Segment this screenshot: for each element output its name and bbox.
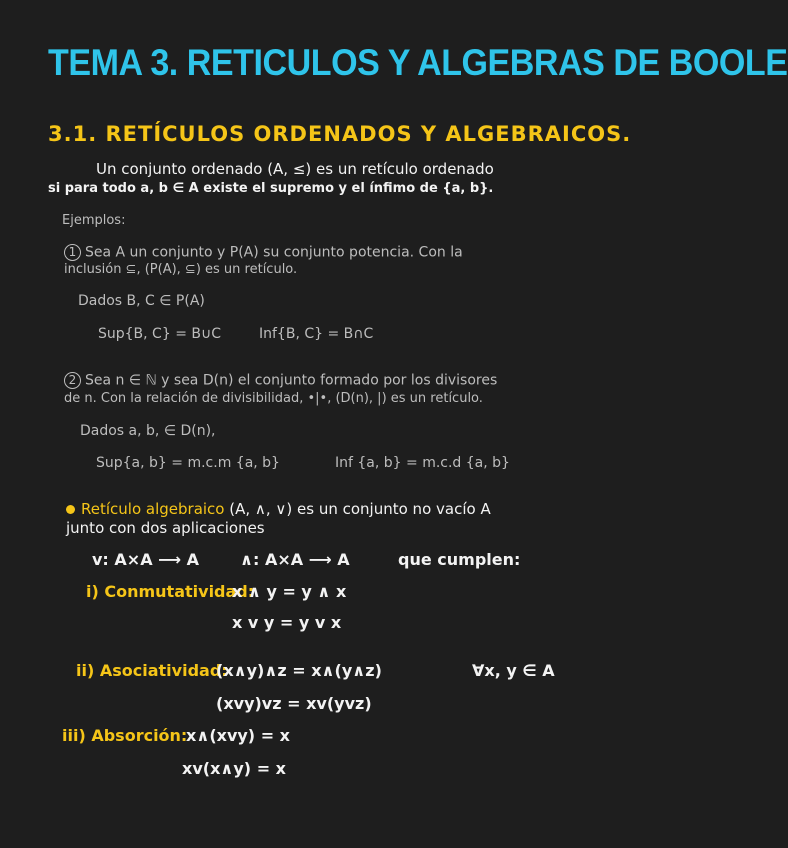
algebraic-def-rest: (A, ∧, ∨) es un conjunto no vacío A xyxy=(229,500,491,518)
map-meet: ∧: A×A ⟶ A xyxy=(240,550,350,569)
example-2-given: Dados a, b, ∈ D(n), xyxy=(80,423,216,439)
example-1-text: Sea A un conjunto y P(A) su conjunto potencia. Con la xyxy=(85,244,463,261)
property-3-eq-2: xv(x∧y) = x xyxy=(182,759,286,778)
example-1-line-1 xyxy=(64,244,463,261)
intro-line-1: Un conjunto ordenado (A, ≤) es un retículo ordenado xyxy=(96,160,494,178)
example-1-line-2: inclusión ⊆, (P(A), ⊆) es un retículo. xyxy=(64,262,298,277)
example-2-inf: Inf {a, b} = m.c.d {a, b} xyxy=(335,455,510,471)
example-1-number: 1 xyxy=(64,244,81,261)
algebraic-definition-line-1 xyxy=(81,500,491,518)
map-join: v: A×A ⟶ A xyxy=(92,550,200,569)
property-3-label: iii) Absorción: xyxy=(62,726,188,745)
satisfy-text: que cumplen: xyxy=(398,550,521,569)
intro-line-2: si para todo a, b ∈ A existe el supremo y el ínfimo de {a, b}. xyxy=(48,181,494,196)
example-1-given: Dados B, C ∈ P(A) xyxy=(78,293,205,309)
property-2-eq-1: (x∧y)∧z = x∧(y∧z) xyxy=(216,661,382,680)
example-1-inf: Inf{B, C} = B∩C xyxy=(259,326,374,342)
algebraic-definition-line-2: junto con dos aplicaciones xyxy=(66,519,265,537)
property-1-eq-1: x ∧ y = y ∧ x xyxy=(232,582,347,601)
forall-quantifier: ∀x, y ∈ A xyxy=(472,661,555,680)
example-2-number: 2 xyxy=(64,372,81,389)
example-2-text: Sea n ∈ ℕ y sea D(n) el conjunto formado por los divisores xyxy=(85,372,498,389)
page-title: TEMA 3. RETICULOS Y ALGEBRAS DE BOOLE xyxy=(48,42,788,83)
property-3-eq-1: x∧(xvy) = x xyxy=(186,726,290,745)
property-1-label: i) Conmutatividad: xyxy=(86,582,255,601)
property-2-eq-2: (xvy)vz = xv(yvz) xyxy=(216,694,372,713)
examples-label: Ejemplos: xyxy=(62,213,126,228)
bullet-icon xyxy=(66,505,75,514)
section-heading: 3.1. RETÍCULOS ORDENADOS Y ALGEBRAICOS. xyxy=(48,122,632,146)
property-2-label: ii) Asociatividad: xyxy=(76,661,228,680)
property-1-eq-2: x v y = y v x xyxy=(232,613,342,632)
example-2-line-2: de n. Con la relación de divisibilidad, •|•, (D(n), |) es un retículo. xyxy=(64,391,483,406)
example-2-line-1 xyxy=(64,372,497,389)
example-2-sup: Sup{a, b} = m.c.m {a, b} xyxy=(96,455,280,471)
algebraic-term: Retículo algebraico xyxy=(81,500,225,518)
example-1-sup: Sup{B, C} = B∪C xyxy=(98,326,221,342)
